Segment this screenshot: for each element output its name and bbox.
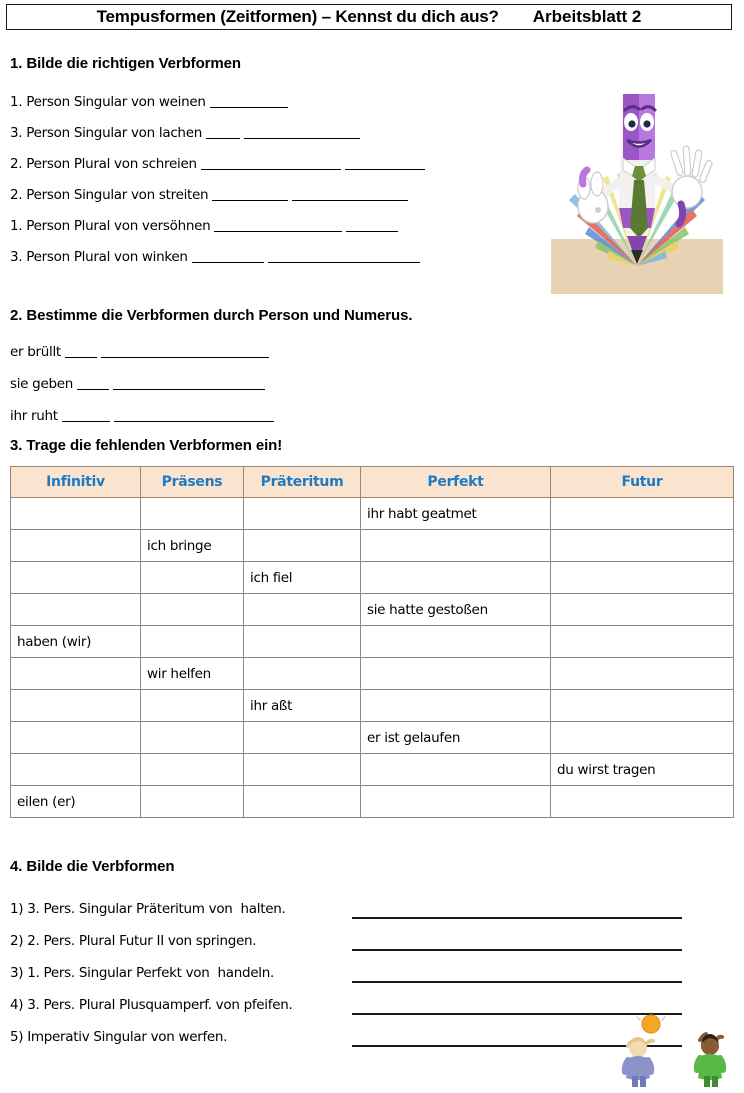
exercise-3-heading: 3. Trage die fehlenden Verbformen ein! (10, 437, 283, 454)
pencil-character-icon (551, 88, 723, 294)
page-title: Tempusformen (Zeitformen) – Kennst du dich aus? (96, 7, 499, 26)
table-cell-r7-c4[interactable] (551, 722, 734, 754)
exercise-1-item-2 (10, 156, 425, 172)
table-cell-r6-c3[interactable] (361, 690, 551, 722)
table-cell-r8-c0[interactable] (11, 754, 141, 786)
table-cell-r6-c4[interactable] (551, 690, 734, 722)
exercise-1-item-label-5: 3. Person Plural von winken (10, 249, 192, 265)
table-row (11, 658, 734, 690)
table-cell-r2-c0[interactable] (11, 562, 141, 594)
table-cell-r4-c2[interactable] (244, 626, 361, 658)
table-cell-r5-c4[interactable] (551, 658, 734, 690)
exercise-1-item-label-3: 2. Person Singular von streiten (10, 187, 213, 203)
exercise-1-item-label-0: 1. Person Singular von weinen (10, 94, 210, 110)
exercise-1-item-blank-2-1[interactable] (345, 168, 425, 170)
table-cell-r2-c1[interactable] (141, 562, 244, 594)
table-row (11, 786, 734, 818)
table-cell-r5-c2[interactable] (244, 658, 361, 690)
children-playing-ball-clipart (606, 1012, 738, 1088)
exercise-4-item-2: 3) 1. Pers. Singular Perfekt von handeln. (10, 965, 274, 981)
exercise-1-item-label-1: 3. Person Singular von lachen (10, 125, 206, 141)
table-cell-r0-c3[interactable]: ihr habt geatmet (361, 498, 551, 530)
exercise-1-item-blank-3-0[interactable] (212, 199, 288, 201)
exercise-1-item-4 (10, 218, 398, 234)
exercise-2-item-blank-0-0[interactable] (65, 356, 97, 358)
column-header-praesens: Präsens (141, 467, 244, 498)
exercise-2-item-blank-2-0[interactable] (62, 420, 110, 422)
exercise-4-item-1: 2) 2. Pers. Plural Futur II von springen. (10, 933, 257, 949)
table-row (11, 562, 734, 594)
exercise-2-item-blank-2-1[interactable] (114, 420, 274, 422)
table-cell-r8-c4[interactable]: du wirst tragen (551, 754, 734, 786)
exercise-2-item-label-0: er brüllt (10, 344, 65, 360)
exercise-2-item-1 (10, 376, 265, 392)
table-row (11, 594, 734, 626)
exercise-2-item-blank-1-1[interactable] (113, 388, 265, 390)
exercise-4-heading: 4. Bilde die Verbformen (10, 858, 175, 875)
table-cell-r4-c3[interactable] (361, 626, 551, 658)
exercise-4-item-0: 1) 3. Pers. Singular Präteritum von halten. (10, 901, 286, 917)
table-cell-r9-c2[interactable] (244, 786, 361, 818)
column-header-infinitiv: Infinitiv (11, 467, 141, 498)
table-cell-r6-c1[interactable] (141, 690, 244, 722)
table-cell-r3-c3[interactable]: sie hatte gestoßen (361, 594, 551, 626)
table-cell-r3-c2[interactable] (244, 594, 361, 626)
exercise-1-item-label-4: 1. Person Plural von versöhnen (10, 218, 215, 234)
table-cell-r5-c1[interactable]: wir helfen (141, 658, 244, 690)
exercise-1-item-blank-5-1[interactable] (268, 261, 420, 263)
table-cell-r2-c2[interactable]: ich fiel (244, 562, 361, 594)
worksheet-number: Arbeitsblatt 2 (532, 7, 642, 26)
table-cell-r0-c0[interactable] (11, 498, 141, 530)
table-row (11, 722, 734, 754)
exercise-1-item-blank-2-0[interactable] (201, 168, 341, 170)
table-row (11, 626, 734, 658)
table-cell-r7-c3[interactable]: er ist gelaufen (361, 722, 551, 754)
kids-ball-icon (606, 1012, 738, 1088)
pencil-character-clipart (551, 88, 723, 294)
exercise-2-item-2 (10, 408, 274, 424)
exercise-4-item-3: 4) 3. Pers. Plural Plusquamperf. von pfeifen. (10, 997, 293, 1013)
exercise-2-item-label-1: sie geben (10, 376, 77, 392)
table-cell-r8-c1[interactable] (141, 754, 244, 786)
table-cell-r9-c1[interactable] (141, 786, 244, 818)
exercise-2-item-blank-0-1[interactable] (101, 356, 269, 358)
table-cell-r1-c1[interactable]: ich bringe (141, 530, 244, 562)
table-cell-r0-c4[interactable] (551, 498, 734, 530)
exercise-1-item-label-2: 2. Person Plural von schreien (10, 156, 201, 172)
exercise-1-item-blank-4-1[interactable] (346, 230, 398, 232)
table-cell-r5-c0[interactable] (11, 658, 141, 690)
column-header-perfekt: Perfekt (361, 467, 551, 498)
table-cell-r4-c1[interactable] (141, 626, 244, 658)
exercise-1-item-blank-5-0[interactable] (192, 261, 264, 263)
exercise-2-heading: 2. Bestimme die Verbformen durch Person und Numerus. (10, 307, 413, 324)
table-cell-r3-c0[interactable] (11, 594, 141, 626)
table-cell-r7-c1[interactable] (141, 722, 244, 754)
table-cell-r3-c1[interactable] (141, 594, 244, 626)
exercise-4-answer-line-0[interactable] (352, 917, 682, 919)
table-cell-r6-c2[interactable]: ihr aßt (244, 690, 361, 722)
table-cell-r4-c0[interactable]: haben (wir) (11, 626, 141, 658)
exercise-1-item-blank-1-0[interactable] (206, 137, 240, 139)
exercise-1-item-0 (10, 94, 288, 110)
column-header-futur: Futur (551, 467, 734, 498)
exercise-4-answer-line-1[interactable] (352, 949, 682, 951)
table-cell-r5-c3[interactable] (361, 658, 551, 690)
column-header-praeteritum: Präteritum (244, 467, 361, 498)
exercise-2-item-0 (10, 344, 269, 360)
table-row (11, 498, 734, 530)
title-inner (97, 7, 642, 27)
exercise-1-item-blank-4-0[interactable] (214, 230, 342, 232)
worksheet-title-box (6, 4, 732, 30)
exercise-2-item-blank-1-0[interactable] (77, 388, 109, 390)
exercise-2-item-label-2: ihr ruht (10, 408, 62, 424)
table-cell-r1-c4[interactable] (551, 530, 734, 562)
table-cell-r7-c0[interactable] (11, 722, 141, 754)
table-body (11, 498, 734, 818)
table-row (11, 530, 734, 562)
table-header-row (11, 467, 734, 498)
exercise-4-answer-line-2[interactable] (352, 981, 682, 983)
table-cell-r3-c4[interactable] (551, 594, 734, 626)
exercise-1-item-1 (10, 125, 360, 141)
exercise-1-item-blank-3-1[interactable] (292, 199, 408, 201)
table-cell-r4-c4[interactable] (551, 626, 734, 658)
exercise-1-heading: 1. Bilde die richtigen Verbformen (10, 55, 241, 72)
exercise-1-item-blank-1-1[interactable] (244, 137, 360, 139)
table-cell-r8-c3[interactable] (361, 754, 551, 786)
table-cell-r1-c0[interactable] (11, 530, 141, 562)
table-cell-r0-c1[interactable] (141, 498, 244, 530)
table-cell-r1-c3[interactable] (361, 530, 551, 562)
verb-forms-table (10, 466, 734, 818)
exercise-1-item-3 (10, 187, 408, 203)
table-cell-r2-c4[interactable] (551, 562, 734, 594)
exercise-4-item-4: 5) Imperativ Singular von werfen. (10, 1029, 228, 1045)
table-cell-r0-c2[interactable] (244, 498, 361, 530)
table-cell-r1-c2[interactable] (244, 530, 361, 562)
table-row (11, 754, 734, 786)
table-cell-r6-c0[interactable] (11, 690, 141, 722)
table-cell-r9-c3[interactable] (361, 786, 551, 818)
table-cell-r9-c4[interactable] (551, 786, 734, 818)
table-cell-r8-c2[interactable] (244, 754, 361, 786)
table-cell-r2-c3[interactable] (361, 562, 551, 594)
exercise-1-item-blank-0-0[interactable] (210, 106, 288, 108)
table-cell-r9-c0[interactable]: eilen (er) (11, 786, 141, 818)
table-cell-r7-c2[interactable] (244, 722, 361, 754)
exercise-1-item-5 (10, 249, 420, 265)
table-row (11, 690, 734, 722)
